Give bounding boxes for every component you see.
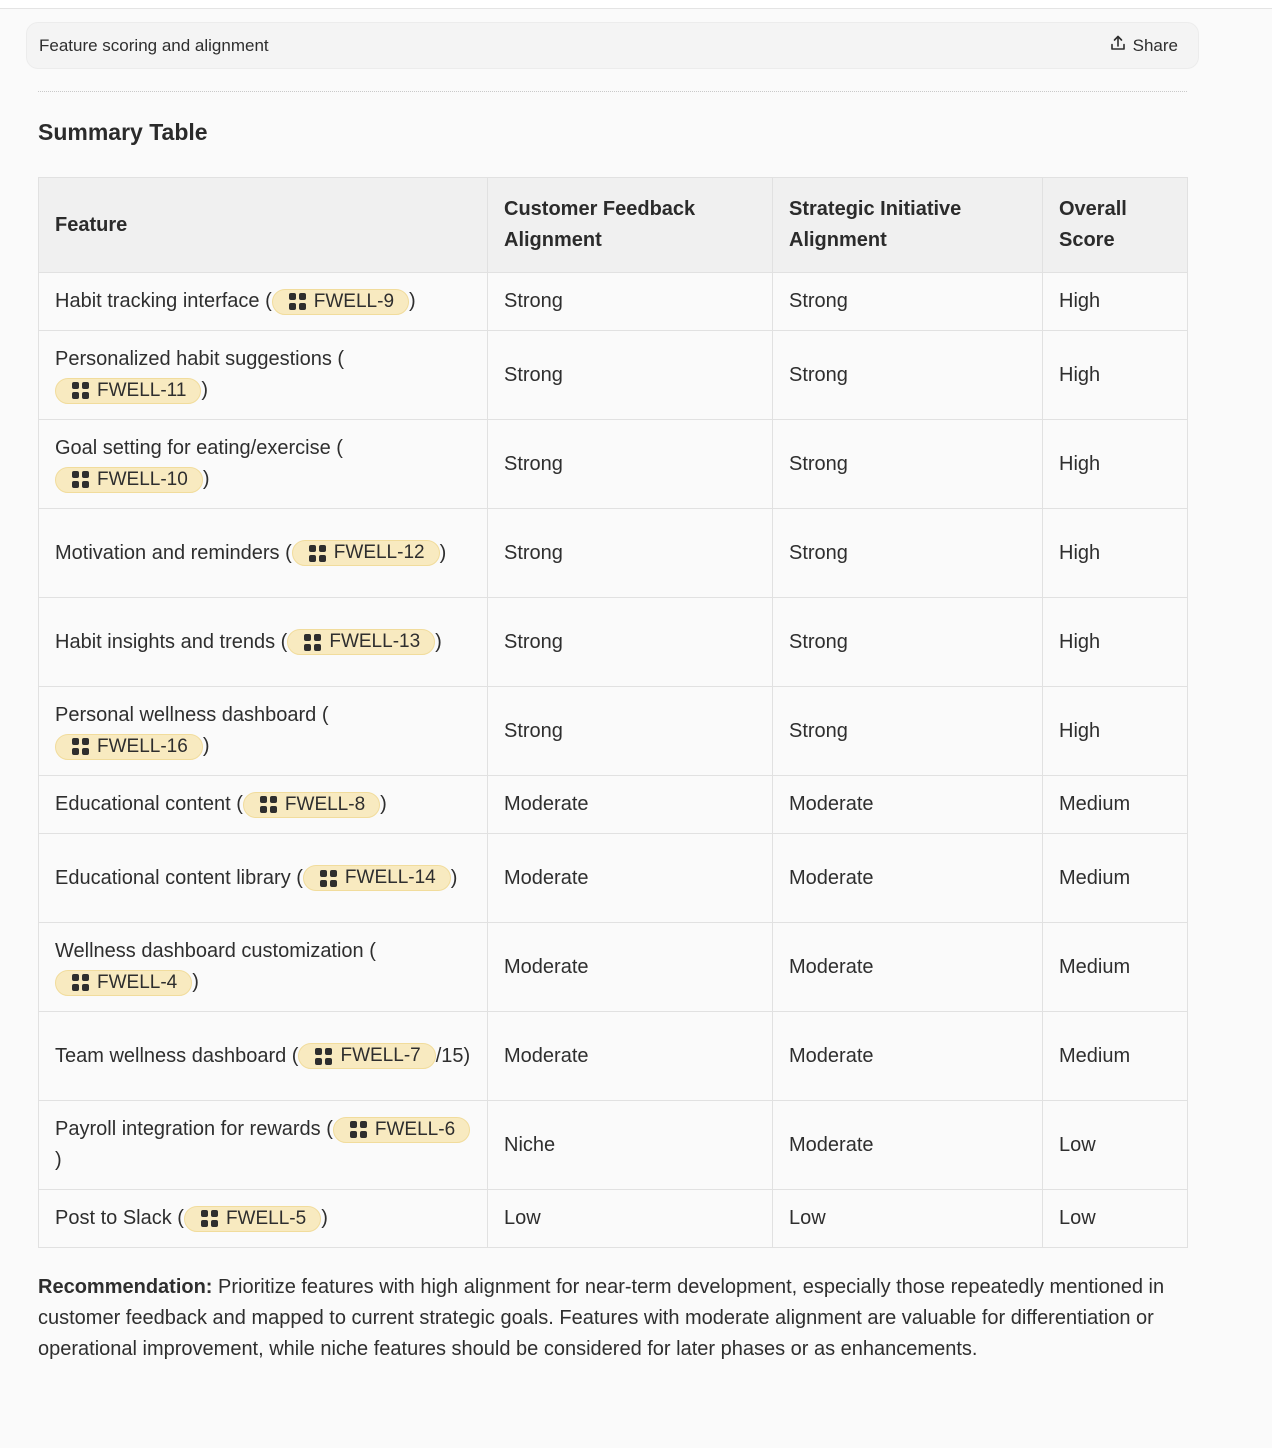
recommendation-text: Prioritize features with high alignment for near-term development, especially those repeatedly mentioned in customer feedback and mapped to current strategic goals. Features with moderate alignment are valuable for differentiation or operational improvement, while niche features should be considered for later phases or as enhancements.	[38, 1276, 1165, 1360]
feature-name: Goal setting for eating/exercise (	[55, 437, 343, 459]
ticket-chip[interactable]	[55, 467, 203, 493]
document-title: Feature scoring and alignment	[39, 35, 269, 55]
section-divider	[38, 91, 1187, 92]
feature-suffix: )	[439, 541, 447, 564]
ticket-id: FWELL-16	[97, 735, 188, 757]
feature-cell	[39, 687, 488, 776]
apps-grid-icon	[289, 293, 306, 310]
customer-feedback-cell: Strong	[488, 509, 773, 598]
feature-name: Payroll integration for rewards (	[55, 1118, 333, 1140]
ticket-id: FWELL-11	[97, 379, 187, 401]
ticket-chip[interactable]	[292, 540, 440, 566]
customer-feedback-cell: Moderate	[488, 1012, 773, 1101]
feature-suffix: /15)	[435, 1044, 471, 1067]
strategic-initiative-cell: Moderate	[773, 776, 1043, 834]
feature-name: Educational content (	[55, 793, 243, 815]
customer-feedback-cell: Moderate	[488, 776, 773, 834]
feature-cell	[39, 923, 488, 1012]
column-header-customer-feedback: Customer Feedback Alignment	[488, 178, 773, 273]
apps-grid-icon	[309, 545, 326, 562]
feature-name: Post to Slack (	[55, 1207, 184, 1229]
recommendation-label: Recommendation:	[38, 1276, 213, 1298]
ticket-chip[interactable]	[55, 734, 203, 760]
overall-score-cell: Low	[1043, 1101, 1188, 1190]
strategic-initiative-cell: Moderate	[773, 1012, 1043, 1101]
ticket-chip[interactable]	[272, 289, 409, 315]
feature-suffix: )	[55, 1149, 62, 1171]
overall-score-cell: High	[1043, 509, 1188, 598]
feature-name: Team wellness dashboard (	[55, 1044, 299, 1067]
share-button[interactable]	[1109, 34, 1178, 57]
feature-cell	[39, 598, 488, 687]
table-row	[39, 331, 1188, 420]
strategic-initiative-cell: Strong	[773, 331, 1043, 420]
ticket-chip[interactable]	[243, 792, 380, 818]
apps-grid-icon	[315, 1048, 332, 1065]
feature-suffix: )	[202, 468, 210, 490]
table-row	[39, 1012, 1188, 1101]
strategic-initiative-cell: Moderate	[773, 834, 1043, 923]
ticket-chip[interactable]	[55, 378, 201, 404]
feature-name: Wellness dashboard customization (	[55, 940, 376, 962]
apps-grid-icon	[350, 1121, 367, 1138]
ticket-chip[interactable]	[184, 1206, 321, 1232]
feature-suffix: )	[202, 735, 210, 757]
customer-feedback-cell: Strong	[488, 420, 773, 509]
strategic-initiative-cell: Strong	[773, 509, 1043, 598]
feature-suffix: )	[450, 866, 458, 889]
feature-suffix: )	[321, 1207, 328, 1229]
feature-suffix: )	[192, 971, 199, 993]
feature-cell	[39, 1190, 488, 1248]
table-row	[39, 509, 1188, 598]
customer-feedback-cell: Strong	[488, 331, 773, 420]
feature-name: Personal wellness dashboard (	[55, 704, 329, 726]
ticket-chip[interactable]	[333, 1117, 470, 1143]
overall-score-cell: Medium	[1043, 1012, 1188, 1101]
strategic-initiative-cell: Low	[773, 1190, 1043, 1248]
table-row	[39, 1101, 1188, 1190]
customer-feedback-cell: Strong	[488, 687, 773, 776]
overall-score-cell: Medium	[1043, 776, 1188, 834]
summary-table	[38, 177, 1188, 1248]
customer-feedback-cell: Strong	[488, 273, 773, 331]
table-row	[39, 776, 1188, 834]
overall-score-cell: High	[1043, 687, 1188, 776]
strategic-initiative-cell: Strong	[773, 420, 1043, 509]
feature-cell	[39, 1012, 488, 1101]
column-header-feature: Feature	[39, 178, 488, 273]
overall-score-cell: Medium	[1043, 923, 1188, 1012]
strategic-initiative-cell: Strong	[773, 273, 1043, 331]
ticket-id: FWELL-7	[340, 1045, 421, 1067]
feature-suffix: )	[409, 290, 416, 312]
apps-grid-icon	[260, 796, 277, 813]
ticket-id: FWELL-14	[344, 867, 436, 889]
section-title: Summary Table	[38, 119, 208, 145]
table-header-row	[39, 178, 1188, 273]
overall-score-cell: High	[1043, 331, 1188, 420]
apps-grid-icon	[72, 471, 89, 488]
feature-name: Motivation and reminders (	[55, 541, 292, 564]
ticket-id: FWELL-12	[333, 542, 425, 564]
table-row	[39, 1190, 1188, 1248]
table-row	[39, 273, 1188, 331]
feature-suffix: )	[201, 379, 209, 401]
ticket-id: FWELL-4	[97, 971, 178, 993]
overall-score-cell: Low	[1043, 1190, 1188, 1248]
table-row	[39, 598, 1188, 687]
document-header	[26, 22, 1199, 69]
table-row	[39, 687, 1188, 776]
customer-feedback-cell: Moderate	[488, 923, 773, 1012]
feature-name: Habit insights and trends (	[55, 630, 288, 653]
table-row	[39, 420, 1188, 509]
share-upload-icon	[1109, 34, 1127, 57]
feature-cell	[39, 331, 488, 420]
strategic-initiative-cell: Strong	[773, 598, 1043, 687]
apps-grid-icon	[72, 738, 89, 755]
table-row	[39, 923, 1188, 1012]
ticket-id: FWELL-13	[329, 631, 421, 653]
feature-suffix: )	[435, 630, 442, 653]
top-divider	[0, 0, 1272, 9]
customer-feedback-cell: Moderate	[488, 834, 773, 923]
feature-suffix: )	[380, 793, 387, 815]
strategic-initiative-cell: Moderate	[773, 923, 1043, 1012]
column-header-strategic-initiative: Strategic Initiative Alignment	[773, 178, 1043, 273]
customer-feedback-cell: Niche	[488, 1101, 773, 1190]
feature-cell	[39, 834, 488, 923]
overall-score-cell: High	[1043, 598, 1188, 687]
customer-feedback-cell: Strong	[488, 598, 773, 687]
apps-grid-icon	[320, 870, 337, 887]
apps-grid-icon	[72, 382, 89, 399]
feature-cell	[39, 1101, 488, 1190]
overall-score-cell: High	[1043, 273, 1188, 331]
ticket-id: FWELL-10	[97, 468, 188, 490]
feature-name: Educational content library (	[55, 866, 303, 889]
ticket-id: FWELL-8	[284, 793, 366, 815]
feature-cell	[39, 420, 488, 509]
overall-score-cell: High	[1043, 420, 1188, 509]
feature-name: Personalized habit suggestions (	[55, 348, 345, 370]
ticket-chip[interactable]	[287, 629, 435, 655]
table-row	[39, 834, 1188, 923]
ticket-chip[interactable]	[303, 865, 451, 891]
column-header-overall-score: Overall Score	[1043, 178, 1188, 273]
ticket-chip[interactable]	[298, 1043, 435, 1069]
overall-score-cell: Medium	[1043, 834, 1188, 923]
apps-grid-icon	[304, 634, 321, 651]
share-label: Share	[1132, 35, 1178, 55]
feature-cell	[39, 776, 488, 834]
ticket-id: FWELL-5	[225, 1207, 307, 1229]
ticket-id: FWELL-6	[374, 1118, 456, 1140]
feature-cell	[39, 273, 488, 331]
feature-name: Habit tracking interface (	[55, 290, 272, 312]
apps-grid-icon	[72, 974, 89, 991]
strategic-initiative-cell: Moderate	[773, 1101, 1043, 1190]
ticket-chip[interactable]	[55, 970, 192, 996]
strategic-initiative-cell: Strong	[773, 687, 1043, 776]
ticket-id: FWELL-9	[313, 290, 395, 312]
apps-grid-icon	[201, 1210, 218, 1227]
feature-cell	[39, 509, 488, 598]
customer-feedback-cell: Low	[488, 1190, 773, 1248]
recommendation-paragraph	[38, 1272, 1198, 1365]
